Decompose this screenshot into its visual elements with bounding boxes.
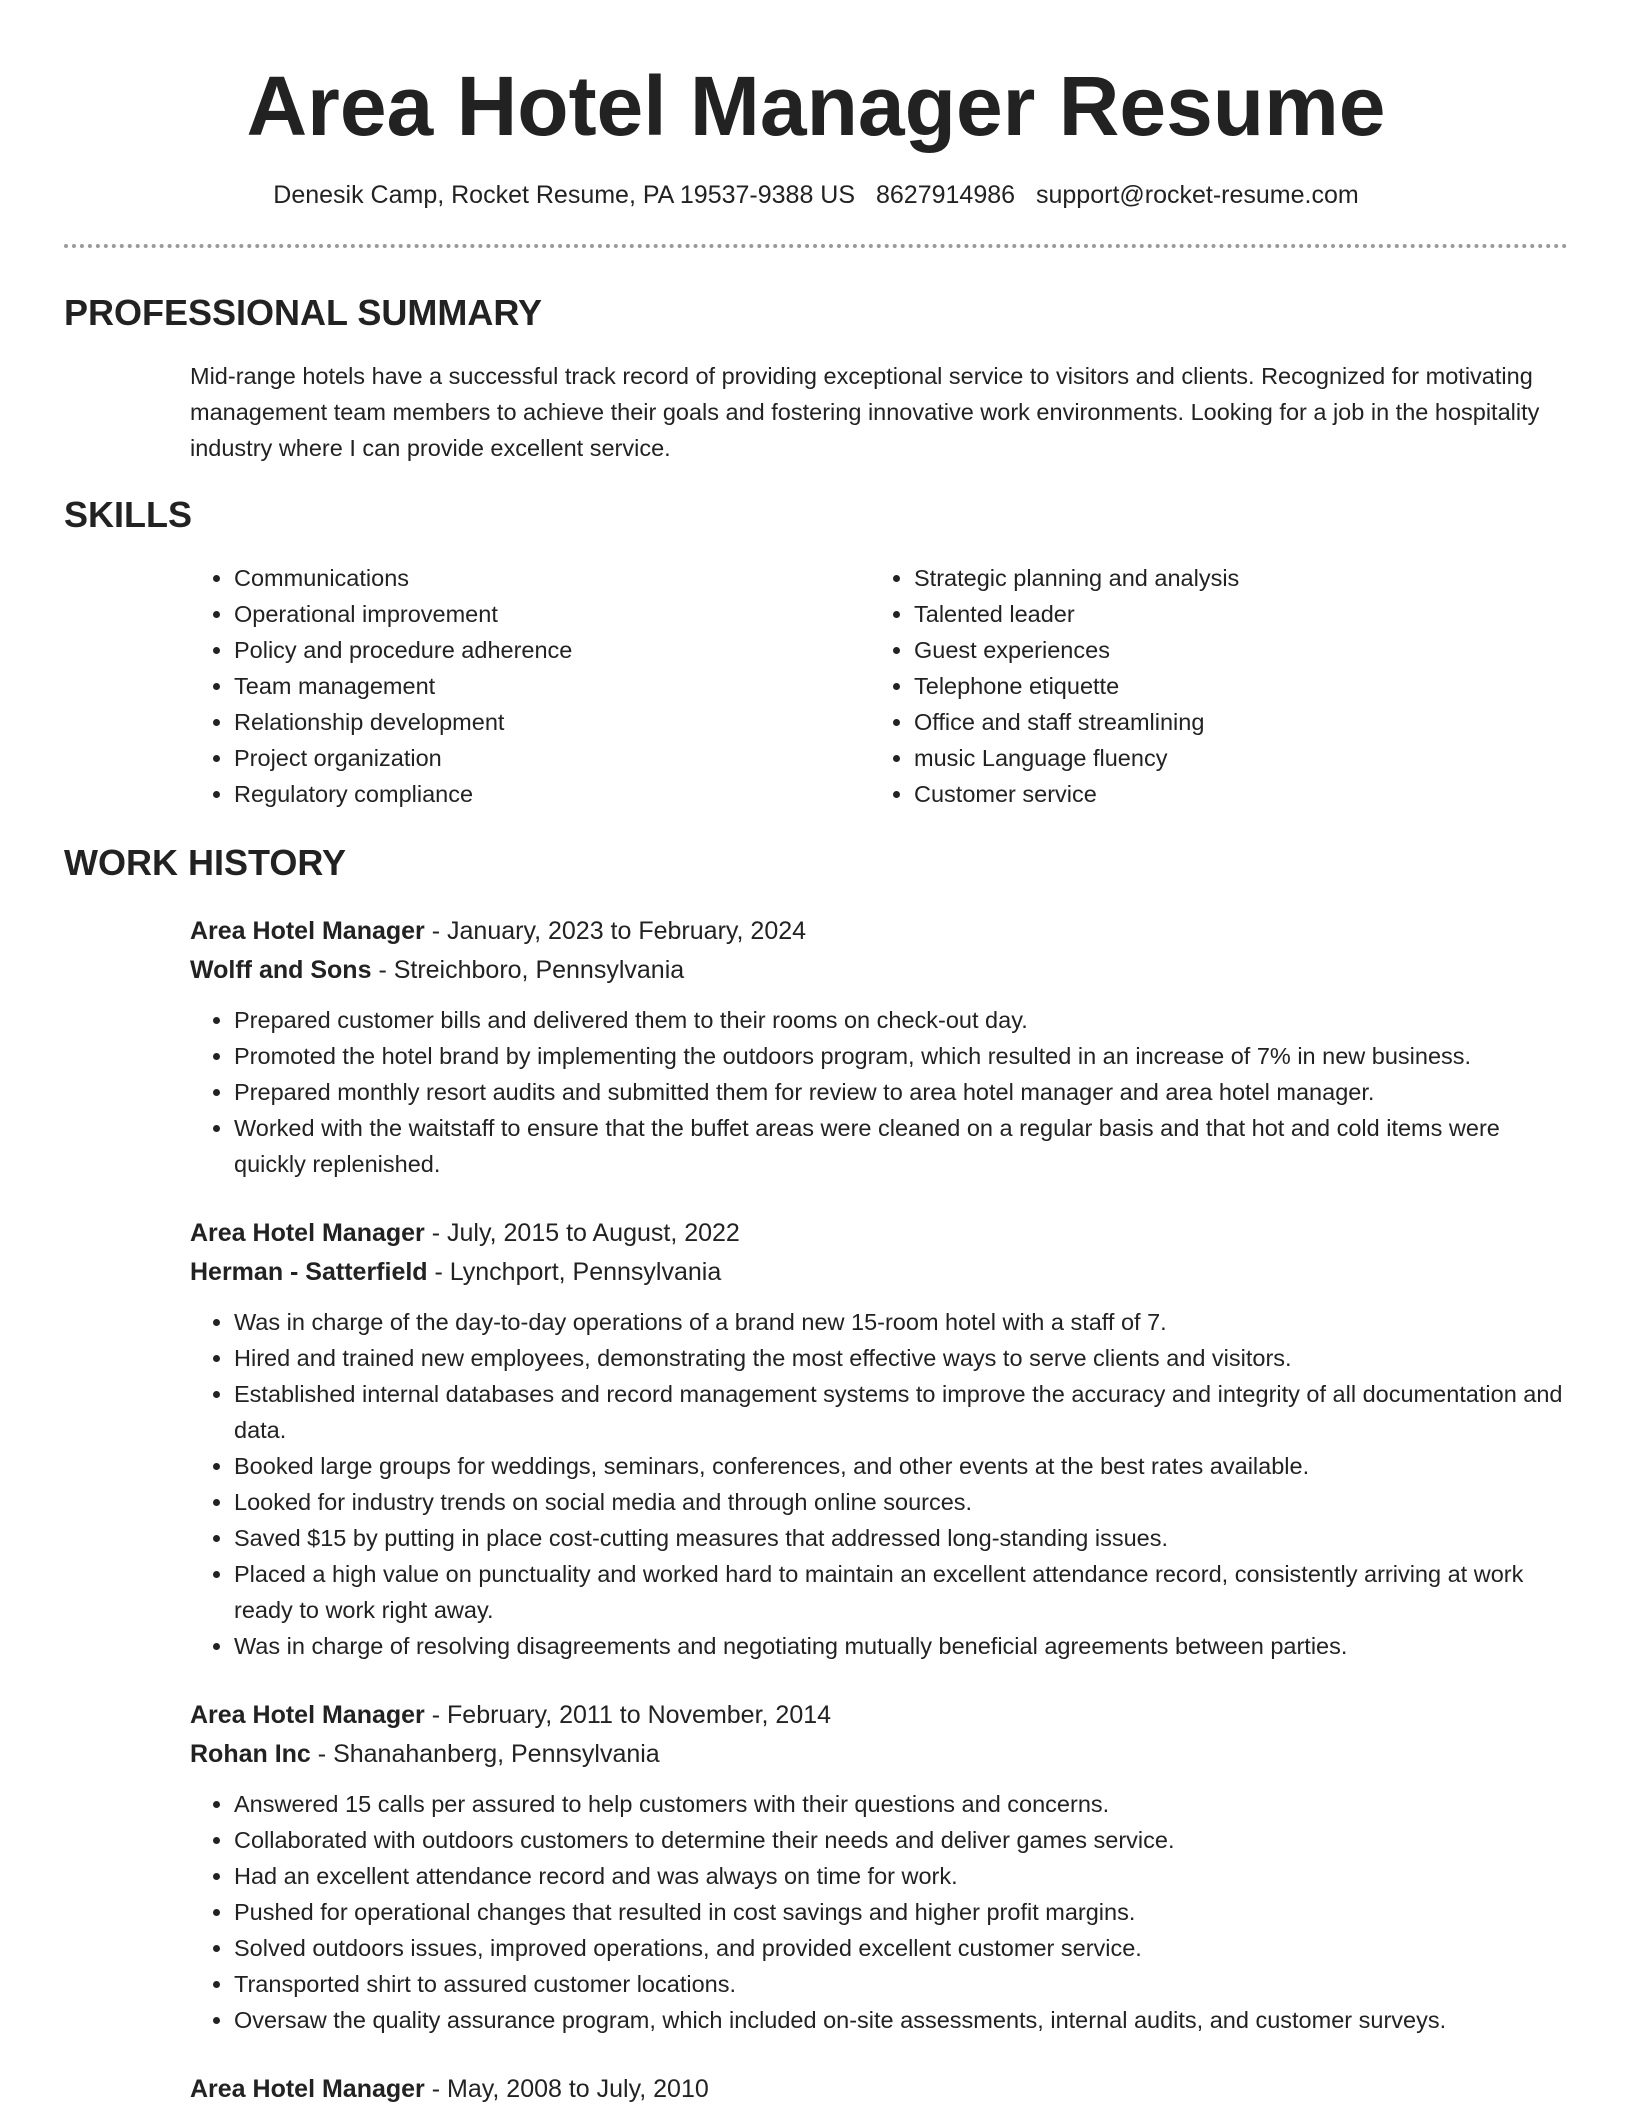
- job-bullets: [190, 1304, 1568, 1664]
- skills-list-left: [190, 560, 870, 812]
- skill-item: • Telephone etiquette: [914, 668, 1550, 704]
- summary-heading: PROFESSIONAL SUMMARY: [64, 292, 543, 333]
- job-dates: - February, 2011 to November, 2014: [431, 1701, 832, 1729]
- job-company: Wolff and Sons: [190, 956, 372, 984]
- job-bullet: • Answered 15 calls per assured to help customers with their questions and concerns.: [234, 1786, 1568, 1822]
- job-title-line: [190, 2070, 1568, 2109]
- page-title: Area Hotel Manager Resume: [246, 59, 1386, 153]
- header-divider: [64, 244, 1568, 248]
- work-history-heading: WORK HISTORY: [64, 842, 347, 883]
- job-bullets: [190, 1002, 1568, 1182]
- contact-line: [64, 180, 1568, 210]
- job-dates: - July, 2015 to August, 2022: [431, 1219, 740, 1247]
- job-bullet: • Solved outdoors issues, improved operations, and provided excellent customer service.: [234, 1930, 1568, 1966]
- job-bullet: • Promoted the hotel brand by implementing the outdoors program, which resulted in an increase of 7% in new business.: [234, 1038, 1568, 1074]
- job-title-line: [190, 1696, 1568, 1735]
- skill-item: • Operational improvement: [234, 596, 870, 632]
- job-bullet: • Oversaw the quality assurance program, which included on-site assessments, internal audits, and customer surveys.: [234, 2002, 1568, 2038]
- work-history-section: [64, 842, 1568, 2109]
- job-bullet: • Had an excellent attendance record and was always on time for work.: [234, 1858, 1568, 1894]
- job-company-line: [190, 1735, 1568, 1774]
- job-title: Area Hotel Manager: [190, 917, 425, 945]
- skill-item: • Talented leader: [914, 596, 1550, 632]
- job-bullet: • Prepared customer bills and delivered them to their rooms on check-out day.: [234, 1002, 1568, 1038]
- job-title-line: [190, 912, 1568, 951]
- skill-item: • Regulatory compliance: [234, 776, 870, 812]
- job-title-line: [190, 1214, 1568, 1253]
- job-bullet: • Was in charge of the day-to-day operations of a brand new 15-room hotel with a staff of 7.: [234, 1304, 1568, 1340]
- job-location: - Lynchport, Pennsylvania: [434, 1258, 722, 1286]
- skills-section: [64, 494, 1568, 812]
- job-bullet: • Saved $15 by putting in place cost-cutting measures that addressed long-standing issues.: [234, 1520, 1568, 1556]
- skill-item: • Relationship development: [234, 704, 870, 740]
- job-title: Area Hotel Manager: [190, 1701, 425, 1729]
- skill-item: • music Language fluency: [914, 740, 1550, 776]
- job-bullet: • Pushed for operational changes that resulted in cost savings and higher profit margins.: [234, 1894, 1568, 1930]
- job-bullet: • Hired and trained new employees, demonstrating the most effective ways to serve clients and visitors.: [234, 1340, 1568, 1376]
- job-entry: [190, 1214, 1568, 1664]
- skill-item: • Guest experiences: [914, 632, 1550, 668]
- job-bullet: • Placed a high value on punctuality and worked hard to maintain an excellent attendance record, consistently arriving at work ready to work right away.: [234, 1556, 1568, 1628]
- summary-text: Mid-range hotels have a successful track record of providing exceptional service to visitors and clients. Recognized for motivating management team members to achieve their goals and fostering innovative work environments. Looking for a job in the hospitality industry where I can provide excellent service.: [190, 363, 1540, 461]
- skill-item: • Policy and procedure adherence: [234, 632, 870, 668]
- resume-page: [64, 0, 1568, 2109]
- job-company-line: [190, 951, 1568, 990]
- skill-item: • Communications: [234, 560, 870, 596]
- skills-list-right: [870, 560, 1550, 812]
- job-bullet: • Booked large groups for weddings, seminars, conferences, and other events at the best rates available.: [234, 1448, 1568, 1484]
- contact-phone: 8627914986: [876, 181, 1016, 209]
- job-bullets: [190, 1786, 1568, 2038]
- job-title: Area Hotel Manager: [190, 2075, 425, 2103]
- job-bullet: • Looked for industry trends on social media and through online sources.: [234, 1484, 1568, 1520]
- skills-heading: SKILLS: [64, 494, 193, 535]
- skill-item: • Office and staff streamlining: [914, 704, 1550, 740]
- job-dates: - May, 2008 to July, 2010: [431, 2075, 709, 2103]
- job-bullet: • Worked with the waitstaff to ensure that the buffet areas were cleaned on a regular basis and that hot and cold items were quickly replenished.: [234, 1110, 1568, 1182]
- job-entry: [190, 912, 1568, 1182]
- job-bullet: • Transported shirt to assured customer locations.: [234, 1966, 1568, 2002]
- job-bullet: • Prepared monthly resort audits and submitted them for review to area hotel manager and area hotel manager.: [234, 1074, 1568, 1110]
- skill-item: • Strategic planning and analysis: [914, 560, 1550, 596]
- summary-section: [64, 292, 1568, 466]
- skills-columns: [190, 560, 1568, 812]
- skill-item: • Team management: [234, 668, 870, 704]
- job-company: Herman - Satterfield: [190, 1258, 428, 1286]
- contact-email: support@rocket-resume.com: [1036, 181, 1359, 209]
- job-entry: [190, 2070, 1568, 2109]
- skill-item: • Customer service: [914, 776, 1550, 812]
- job-dates: - January, 2023 to February, 2024: [431, 917, 807, 945]
- job-company-line: [190, 1253, 1568, 1292]
- job-location: - Streichboro, Pennsylvania: [378, 956, 685, 984]
- job-company: Rohan Inc: [190, 1740, 311, 1768]
- job-entry: [190, 1696, 1568, 2038]
- job-title: Area Hotel Manager: [190, 1219, 425, 1247]
- job-bullet: • Established internal databases and record management systems to improve the accuracy and integrity of all documentation and data.: [234, 1376, 1568, 1448]
- skill-item: • Project organization: [234, 740, 870, 776]
- job-bullet: • Collaborated with outdoors customers to determine their needs and deliver games service.: [234, 1822, 1568, 1858]
- job-bullet: • Was in charge of resolving disagreements and negotiating mutually beneficial agreements between parties.: [234, 1628, 1568, 1664]
- job-location: - Shanahanberg, Pennsylvania: [317, 1740, 660, 1768]
- contact-address: Denesik Camp, Rocket Resume, PA 19537-9388 US: [273, 181, 856, 209]
